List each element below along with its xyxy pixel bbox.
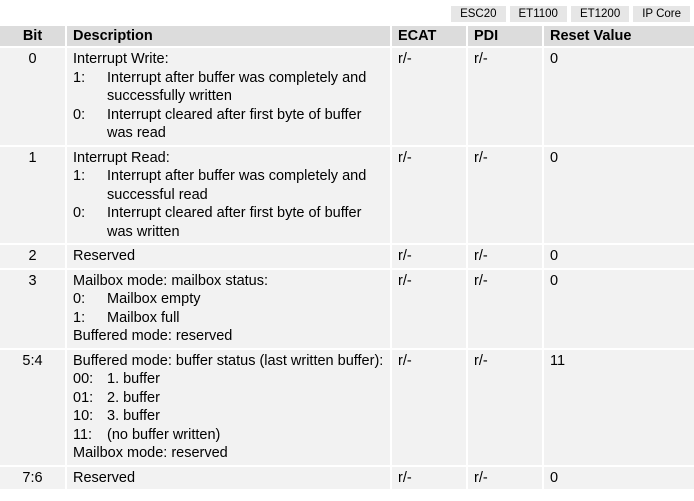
value-item — [73, 69, 384, 106]
reset-value-cell: 0 — [544, 270, 694, 350]
table-row — [0, 147, 694, 246]
pdi-cell: r/- — [468, 467, 544, 492]
tag-et1100: ET1100 — [510, 6, 567, 22]
description-cell — [67, 350, 392, 467]
description-title: Buffered mode: buffer status (last written buffer): — [73, 352, 384, 369]
header-description: Description — [67, 26, 392, 48]
ecat-cell: r/- — [392, 48, 468, 147]
value-key: 01: — [73, 389, 94, 406]
value-key: 10: — [73, 408, 94, 424]
description-title: Interrupt Write: — [73, 51, 169, 67]
reset-value-cell: 0 — [544, 147, 694, 246]
table-row — [0, 350, 694, 467]
tag-esc20: ESC20 — [451, 6, 505, 22]
value-item — [73, 370, 384, 389]
description-cell — [67, 270, 392, 350]
ecat-cell: r/- — [392, 467, 468, 492]
tag-ip-core: IP Core — [633, 6, 690, 22]
value-item — [73, 426, 384, 445]
value-key: 1: — [73, 309, 86, 326]
bit-cell: 5:4 — [0, 350, 67, 467]
value-text: Mailbox empty — [107, 291, 201, 307]
value-item — [73, 407, 384, 426]
description-title: Mailbox mode: mailbox status: — [73, 272, 269, 289]
value-key: 0: — [73, 106, 86, 123]
value-text: Interrupt after buffer was completely and successful read — [107, 168, 367, 203]
pdi-cell: r/- — [468, 350, 544, 467]
reset-value-cell: 0 — [544, 467, 694, 492]
value-text: Mailbox full — [107, 309, 180, 326]
bit-cell: 3 — [0, 270, 67, 350]
table-row — [0, 245, 694, 270]
device-tags — [451, 6, 690, 22]
value-key: 1: — [73, 69, 86, 86]
description-title: Reserved — [73, 469, 136, 486]
description-title: Reserved — [73, 248, 136, 264]
value-item — [73, 204, 384, 241]
bit-cell: 2 — [0, 245, 67, 270]
value-item — [73, 290, 384, 309]
ecat-cell: r/- — [392, 245, 468, 270]
value-item — [73, 167, 384, 204]
value-item — [73, 389, 384, 408]
ecat-cell: r/- — [392, 350, 468, 467]
ecat-cell: r/- — [392, 147, 468, 246]
header-row — [0, 26, 694, 48]
header-pdi: PDI — [468, 26, 544, 48]
ecat-cell: r/- — [392, 270, 468, 350]
value-text: 2. buffer — [107, 389, 160, 406]
bit-cell: 1 — [0, 147, 67, 246]
table-body — [0, 48, 694, 491]
reset-value-cell: 0 — [544, 48, 694, 147]
table-row — [0, 48, 694, 147]
bit-cell: 0 — [0, 48, 67, 147]
value-item — [73, 309, 384, 328]
description-title: Interrupt Read: — [73, 149, 170, 166]
value-text: 1. buffer — [107, 371, 160, 387]
description-cell — [67, 48, 392, 147]
header-reset-value: Reset Value — [544, 26, 694, 48]
register-table — [0, 26, 694, 491]
pdi-cell: r/- — [468, 48, 544, 147]
description-footer: Mailbox mode: reserved — [73, 445, 228, 461]
pdi-cell: r/- — [468, 245, 544, 270]
value-key: 0: — [73, 291, 86, 307]
value-text: Interrupt cleared after first byte of buffer was read — [107, 106, 362, 141]
pdi-cell: r/- — [468, 270, 544, 350]
reset-value-cell: 0 — [544, 245, 694, 270]
value-text: (no buffer written) — [107, 426, 221, 443]
value-text: Interrupt cleared after first byte of buffer was written — [107, 205, 362, 240]
value-text: Interrupt after buffer was completely and successfully written — [107, 69, 367, 104]
reset-value-cell: 11 — [544, 350, 694, 467]
value-key: 1: — [73, 168, 86, 184]
value-key: 11: — [73, 426, 93, 443]
value-item — [73, 106, 384, 143]
description-footer: Buffered mode: reserved — [73, 328, 233, 344]
table-row — [0, 270, 694, 350]
table-row — [0, 467, 694, 492]
value-key: 00: — [73, 371, 94, 387]
description-cell — [67, 245, 392, 270]
value-key: 0: — [73, 205, 86, 221]
description-cell — [67, 467, 392, 492]
bit-cell: 7:6 — [0, 467, 67, 492]
description-cell — [67, 147, 392, 246]
header-ecat: ECAT — [392, 26, 468, 48]
pdi-cell: r/- — [468, 147, 544, 246]
tag-et1200: ET1200 — [571, 6, 629, 22]
header-bit: Bit — [0, 26, 67, 48]
value-text: 3. buffer — [107, 408, 160, 424]
